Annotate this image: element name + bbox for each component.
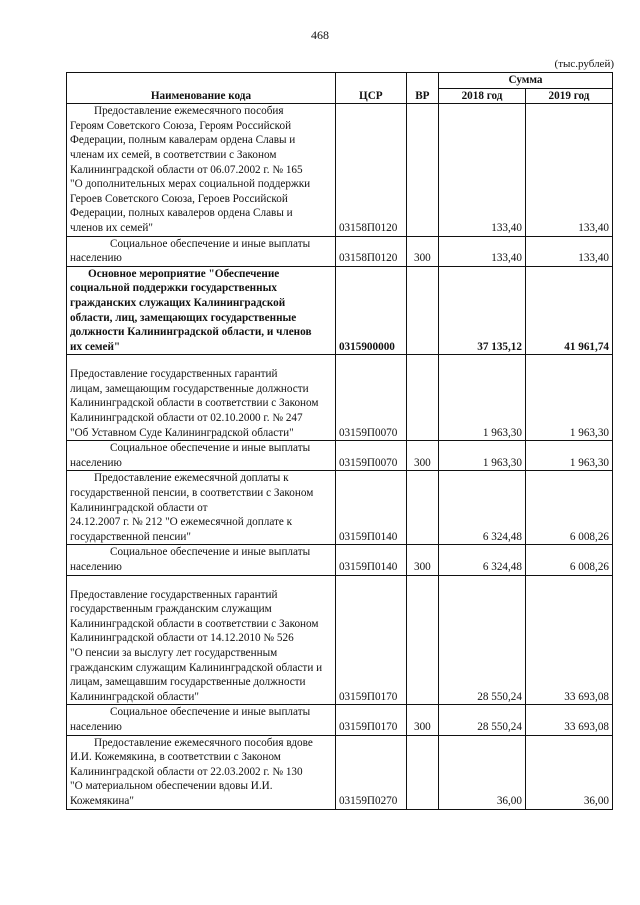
row-csr: 03159П0170 <box>335 575 406 705</box>
row-name: Социальное обеспечение и иные выплаты населению <box>67 545 336 575</box>
row-sum-2018: 133,40 <box>439 104 526 236</box>
row-sum-2019: 6 008,26 <box>525 545 612 575</box>
table-row <box>67 104 613 236</box>
row-sum-2019: 133,40 <box>525 236 612 266</box>
table-row <box>67 355 613 441</box>
row-csr: 03159П0170 <box>335 705 406 735</box>
row-sum-2018: 1 963,30 <box>439 441 526 471</box>
row-sum-2018: 37 135,12 <box>439 266 526 355</box>
row-csr: 03158П0120 <box>335 104 406 236</box>
row-csr: 03158П0120 <box>335 236 406 266</box>
row-csr: 03159П0140 <box>335 471 406 545</box>
row-vr <box>406 104 438 236</box>
row-vr <box>406 266 438 355</box>
row-vr: 300 <box>406 705 438 735</box>
row-sum-2019: 6 008,26 <box>525 471 612 545</box>
header-csr: ЦСР <box>335 73 406 104</box>
row-name: Основное мероприятие "Обеспечение социальной поддержки государственных гражданских служащих Калининградской области, лиц, замещающих государственные должности Калининградской области, и членов их семей" <box>67 266 336 355</box>
header-2018: 2018 год <box>439 88 526 104</box>
row-name: Предоставление государственных гарантий лицам, замещающим государственные должности Калининградской области в соответствии с Законом Калининградской области от 02.10.2000 г. № 247 "Об Уставном Суде Калининградской области" <box>67 355 336 441</box>
row-name: Предоставление государственных гарантий государственным гражданским служащим Калининградской области в соответствии с Законом Калининградской области от 14.12.2010 № 526 "О пенсии за выслугу лет государственным гражданским служащим Калининградской области и лицам, замещавшим государственные должности Калининградской области" <box>67 575 336 705</box>
row-vr <box>406 575 438 705</box>
row-name: Социальное обеспечение и иные выплаты населению <box>67 441 336 471</box>
row-sum-2018: 28 550,24 <box>439 705 526 735</box>
row-sum-2019: 33 693,08 <box>525 575 612 705</box>
row-name: Социальное обеспечение и иные выплаты населению <box>67 705 336 735</box>
unit-note: (тыс.рублей) <box>554 58 614 70</box>
table-row <box>67 441 613 471</box>
row-sum-2019: 133,40 <box>525 104 612 236</box>
row-sum-2018: 28 550,24 <box>439 575 526 705</box>
table-header <box>67 73 613 104</box>
budget-table <box>66 72 613 810</box>
row-sum-2019: 36,00 <box>525 735 612 809</box>
table-row <box>67 575 613 705</box>
row-csr: 03159П0070 <box>335 441 406 471</box>
row-sum-2018: 6 324,48 <box>439 545 526 575</box>
row-name: Социальное обеспечение и иные выплаты населению <box>67 236 336 266</box>
table-row <box>67 705 613 735</box>
row-sum-2018: 36,00 <box>439 735 526 809</box>
table-row <box>67 735 613 809</box>
table-row <box>67 545 613 575</box>
table-body <box>67 104 613 809</box>
header-2019: 2019 год <box>525 88 612 104</box>
table-row <box>67 471 613 545</box>
row-name: Предоставление ежемесячного пособия вдове И.И. Кожемякина, в соответствии с Законом Калининградской области от 22.03.2002 г. № 130 "О материальном обеспечении вдовы И.И. Кожемякина" <box>67 735 336 809</box>
row-csr: 03159П0270 <box>335 735 406 809</box>
row-sum-2018: 133,40 <box>439 236 526 266</box>
row-sum-2019: 1 963,30 <box>525 355 612 441</box>
row-name: Предоставление ежемесячной доплаты к государственной пенсии, в соответствии с Законом Калининградской области от 24.12.2007 г. № 212 "О ежемесячной доплате к государственной пенсии" <box>67 471 336 545</box>
row-sum-2019: 33 693,08 <box>525 705 612 735</box>
row-vr <box>406 471 438 545</box>
row-vr: 300 <box>406 441 438 471</box>
row-sum-2019: 41 961,74 <box>525 266 612 355</box>
header-vr: ВР <box>406 73 438 104</box>
table-row <box>67 266 613 355</box>
row-csr: 0315900000 <box>335 266 406 355</box>
header-sum: Сумма <box>439 73 613 89</box>
page-number: 468 <box>311 28 329 42</box>
row-vr: 300 <box>406 545 438 575</box>
row-sum-2018: 6 324,48 <box>439 471 526 545</box>
row-vr <box>406 735 438 809</box>
row-name: Предоставление ежемесячного пособия Героям Советского Союза, Героям Российской Федерации, полным кавалерам ордена Славы и членам их семей, в соответствии с Законом Калининградской области от 06.07.2002 г. № 165 "О дополнительных мерах социальной поддержки Героев Советского Союза, Героев Российской Федерации, полных кавалеров ордена Славы и членов их семей" <box>67 104 336 236</box>
header-name: Наименование кода <box>67 73 336 104</box>
row-vr <box>406 355 438 441</box>
row-vr: 300 <box>406 236 438 266</box>
table-row <box>67 236 613 266</box>
row-sum-2019: 1 963,30 <box>525 441 612 471</box>
row-sum-2018: 1 963,30 <box>439 355 526 441</box>
row-csr: 03159П0070 <box>335 355 406 441</box>
row-csr: 03159П0140 <box>335 545 406 575</box>
